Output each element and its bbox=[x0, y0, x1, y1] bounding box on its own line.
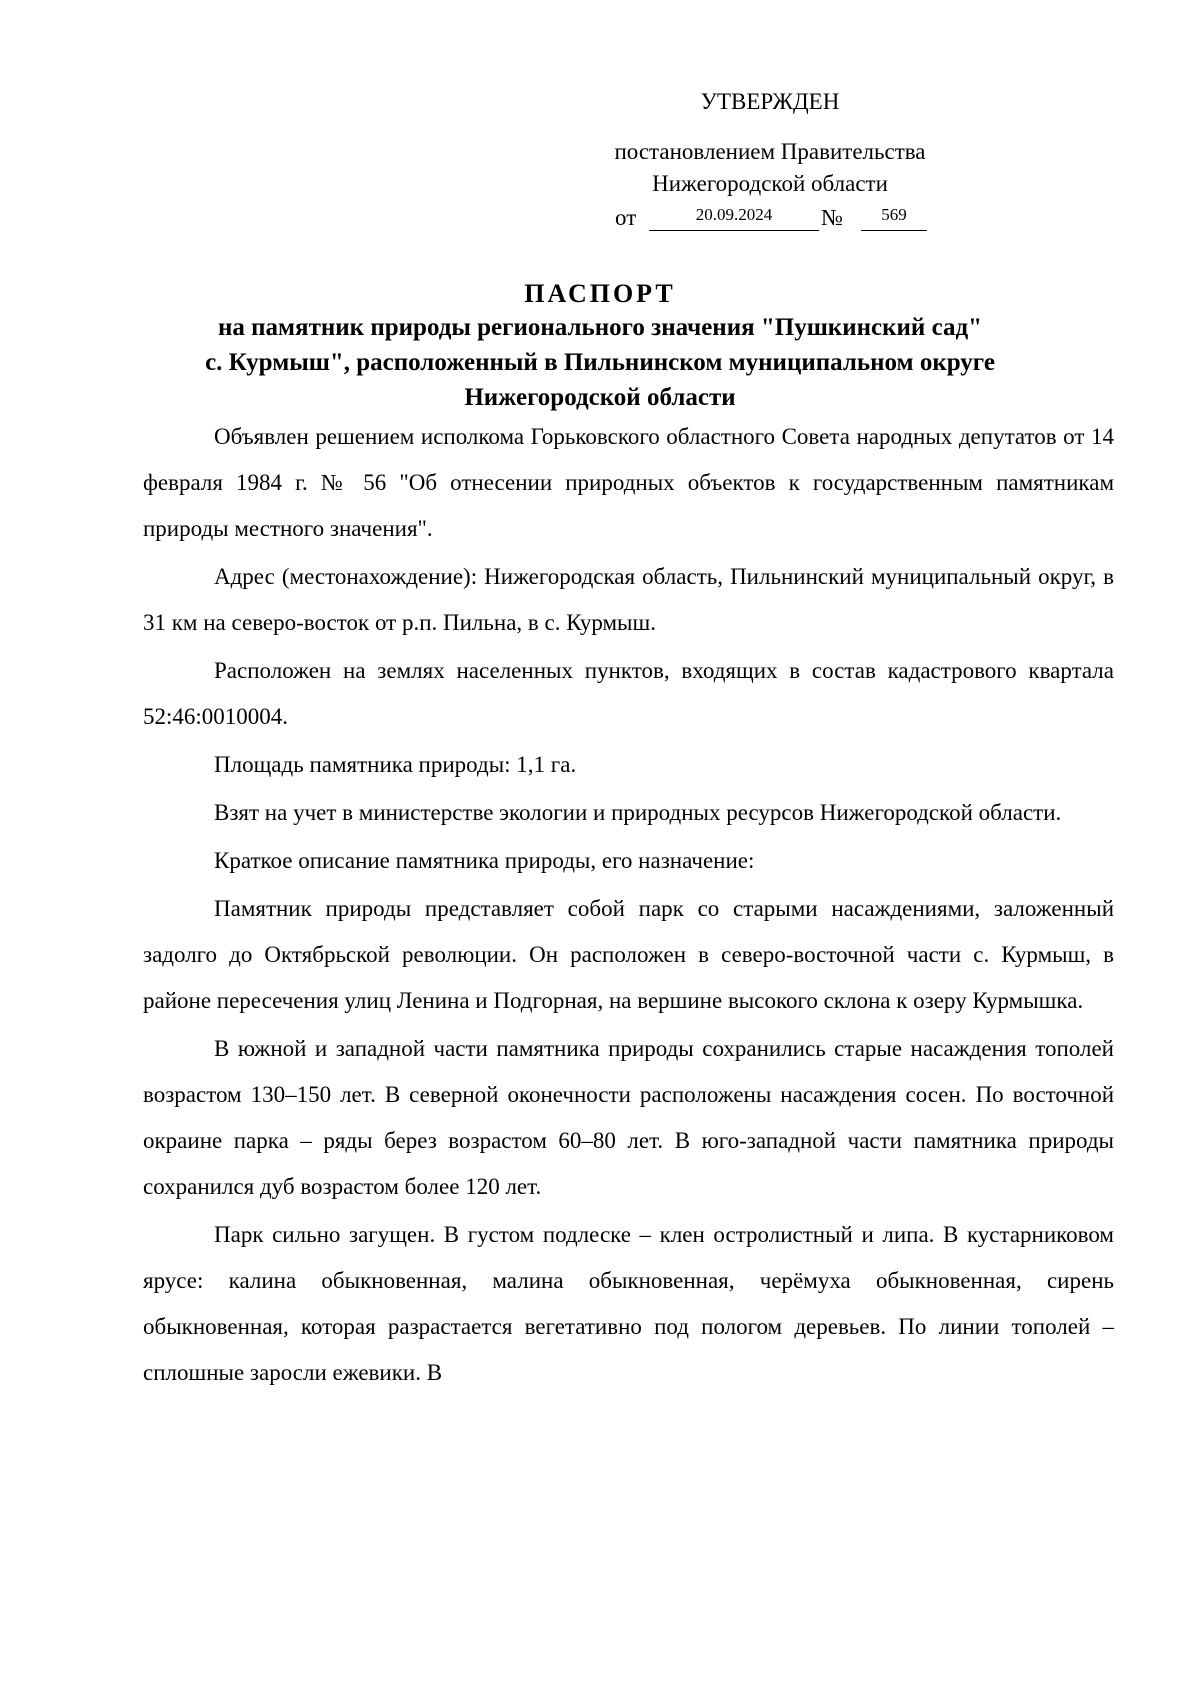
document-subtitle-line2: с. Курмыш", расположенный в Пильнинском муниципальном округе bbox=[205, 349, 995, 376]
paragraph-park-description: Памятник природы представляет собой парк со старыми насаждениями, заложенный задолго до Октябрьской революции. Он расположен в северо-восточной части с. Курмыш, в районе пересечения улиц Ленина и Подгорная, на вершине высокого склона к озеру Курмышка. bbox=[143, 896, 1114, 1013]
paragraph-undergrowth: Парк сильно загущен. В густом подлеске – клен остролистный и липа. В кустарниковом ярусе: калина обыкновенная, малина обыкновенная, черёмуха обыкновенная, сирень обыкновенная, которая разрастается вегетативно под пологом деревьев. По линии тополей – сплошные заросли ежевики. В bbox=[143, 1222, 1114, 1385]
paragraph-description-heading: Краткое описание памятника природы, его назначение: bbox=[214, 848, 755, 873]
approval-issuer-line2: Нижегородской области bbox=[652, 171, 888, 196]
approval-number-field: 569 bbox=[861, 202, 927, 231]
paragraph-tree-stands: В южной и западной части памятника природы сохранились старые насаждения тополей возрастом 130–150 лет. В северной оконечности расположены насаждения сосен. По восточной окраине парка – ряды берез возрастом 60–80 лет. В юго-западной части памятника природы сохранился дуб возрастом более 120 лет. bbox=[143, 1036, 1114, 1199]
paragraph-address: Адрес (местонахождение): Нижегородская область, Пильнинский муниципальный округ, в 31 км на северо-восток от р.п. Пильна, в с. Курмыш. bbox=[143, 564, 1114, 635]
approval-issuer-line1: постановлением Правительства bbox=[614, 139, 926, 164]
approval-date-field: 20.09.2024 bbox=[649, 202, 819, 231]
approval-title: УТВЕРЖДЕН bbox=[700, 89, 840, 114]
paragraph-announcement: Объявлен решением исполкома Горьковского областного Совета народных депутатов от 14 февраля 1984 г. № 56 "Об отнесении природных объектов к государственным памятникам природы местного значения". bbox=[143, 424, 1114, 541]
document-title: ПАСПОРТ bbox=[524, 279, 676, 308]
document-body bbox=[143, 414, 1114, 1396]
document-subtitle-line3: Нижегородской области bbox=[464, 384, 736, 411]
document-subtitle-line1: на памятник природы регионального значения "Пушкинский сад" bbox=[217, 314, 983, 341]
from-label: от bbox=[615, 205, 637, 230]
paragraph-registration: Взят на учет в министерстве экологии и природных ресурсов Нижегородской области. bbox=[214, 800, 1062, 825]
paragraph-area: Площадь памятника природы: 1,1 га. bbox=[214, 752, 577, 777]
number-label: № bbox=[821, 205, 843, 230]
paragraph-location-lands: Расположен на землях населенных пунктов, входящих в состав кадастрового квартала 52:46:0010004. bbox=[143, 658, 1114, 729]
approval-date-line bbox=[615, 202, 1015, 234]
